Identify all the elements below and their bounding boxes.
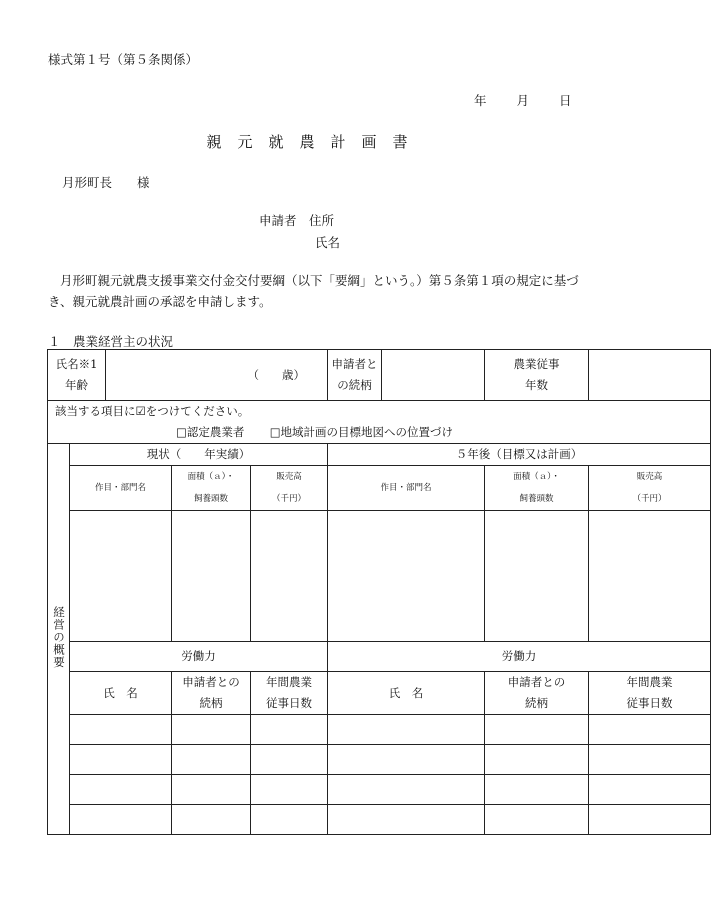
name-label: 氏名※1 bbox=[55, 357, 98, 371]
current-name-input[interactable] bbox=[70, 775, 172, 805]
future-days-input[interactable] bbox=[589, 715, 711, 745]
labor-row bbox=[48, 805, 711, 835]
current-name-input[interactable] bbox=[70, 715, 172, 745]
current-relation-input[interactable] bbox=[172, 745, 251, 775]
current-crop-header: 作目・部門名 bbox=[70, 466, 172, 511]
current-days-input[interactable] bbox=[251, 805, 328, 835]
current-name-header: 氏 名 bbox=[70, 672, 172, 715]
current-name-input[interactable] bbox=[70, 745, 172, 775]
future-sales-label-2: （千円） bbox=[632, 494, 667, 504]
future-relation-label-1: 申請者との bbox=[507, 675, 566, 689]
future-days-input[interactable] bbox=[589, 745, 711, 775]
current-labor-heading: 労働力 bbox=[70, 642, 328, 672]
age-label: 年齢 bbox=[65, 378, 88, 392]
age-suffix: （ 歳） bbox=[247, 367, 306, 382]
future-name-input[interactable] bbox=[328, 805, 485, 835]
future-relation-input[interactable] bbox=[485, 805, 589, 835]
current-days-input[interactable] bbox=[251, 715, 328, 745]
labor-heading-row bbox=[48, 642, 711, 672]
labor-row bbox=[48, 775, 711, 805]
period-heading-row bbox=[48, 444, 711, 466]
checkbox-certified-farmer[interactable]: □認定農業者 bbox=[176, 425, 245, 439]
applicant-name-label: 氏名 bbox=[315, 235, 341, 250]
years-label-1: 農業従事 bbox=[513, 357, 560, 371]
future-days-header bbox=[589, 672, 711, 715]
future-relation-input[interactable] bbox=[485, 715, 589, 745]
future-area-label-1: 面積（ａ）・ bbox=[513, 472, 560, 482]
future-days-label-1: 年間農業 bbox=[626, 675, 673, 689]
years-header bbox=[485, 350, 589, 401]
date-year-label: 年 bbox=[474, 93, 487, 108]
future-sales-header bbox=[589, 466, 711, 511]
current-relation-label-1: 申請者との bbox=[182, 675, 240, 689]
application-statement: 月形町親元就農支援事業交付金交付要綱（以下「要綱」という。）第５条第１項の規定に基づき、親元就農計画の承認を申請します。 bbox=[48, 273, 579, 309]
current-area-input[interactable] bbox=[172, 511, 251, 642]
applicant-address-label: 申請者 住所 bbox=[259, 213, 335, 228]
future-name-input[interactable] bbox=[328, 775, 485, 805]
future-area-input[interactable] bbox=[485, 511, 589, 642]
current-days-label-1: 年間農業 bbox=[266, 675, 313, 689]
document-title: 親元就農計画書 bbox=[206, 133, 424, 151]
future-days-label-2: 従事日数 bbox=[626, 696, 673, 710]
future-relation-input[interactable] bbox=[485, 745, 589, 775]
current-crop-input[interactable] bbox=[70, 511, 172, 642]
checkbox-regional-plan[interactable]: □地域計画の目標地図への位置づけ bbox=[269, 425, 454, 439]
future-name-input[interactable] bbox=[328, 715, 485, 745]
current-sales-label-1: 販売高 bbox=[276, 472, 302, 482]
relation-label-1: 申請者と bbox=[331, 357, 378, 371]
labor-row bbox=[48, 745, 711, 775]
relation-label-2: の続柄 bbox=[337, 378, 372, 392]
checkbox-cell bbox=[48, 401, 711, 444]
current-days-input[interactable] bbox=[251, 745, 328, 775]
future-crop-input[interactable] bbox=[328, 511, 485, 642]
years-label-2: 年数 bbox=[525, 378, 549, 392]
relation-header bbox=[328, 350, 382, 401]
name-age-input[interactable] bbox=[106, 350, 328, 401]
current-area-header bbox=[172, 466, 251, 511]
future-crop-header: 作目・部門名 bbox=[328, 466, 485, 511]
current-area-label-2: 飼養頭数 bbox=[194, 494, 229, 504]
name-age-header bbox=[48, 350, 106, 401]
current-sales-header bbox=[251, 466, 328, 511]
checkbox-instruction: 該当する項目に☑をつけてください。 bbox=[55, 404, 250, 418]
form-number: 様式第１号（第５条関係） bbox=[48, 52, 199, 67]
future-labor-heading: 労働力 bbox=[328, 642, 711, 672]
years-input[interactable] bbox=[589, 350, 711, 401]
future-days-input[interactable] bbox=[589, 805, 711, 835]
owner-info-row bbox=[48, 350, 711, 401]
future-sales-label-1: 販売高 bbox=[636, 472, 663, 482]
current-days-input[interactable] bbox=[251, 775, 328, 805]
future-heading: ５年後（目標又は計画） bbox=[328, 444, 711, 466]
future-name-header: 氏 名 bbox=[328, 672, 485, 715]
crop-entry-row bbox=[48, 511, 711, 642]
section-heading: １ 農業経営主の状況 bbox=[48, 334, 174, 349]
current-heading: 現状（ 年実績） bbox=[70, 444, 328, 466]
addressee: 月形町長 様 bbox=[62, 175, 150, 190]
current-sales-label-2: （千円） bbox=[272, 494, 307, 504]
current-sales-input[interactable] bbox=[251, 511, 328, 642]
current-relation-input[interactable] bbox=[172, 775, 251, 805]
farm-status-table bbox=[47, 349, 711, 835]
date-line bbox=[474, 91, 572, 109]
future-sales-input[interactable] bbox=[589, 511, 711, 642]
current-area-label-1: 面積（ａ）・ bbox=[187, 472, 235, 482]
future-days-input[interactable] bbox=[589, 775, 711, 805]
current-relation-input[interactable] bbox=[172, 715, 251, 745]
future-relation-label-2: 続柄 bbox=[525, 696, 549, 710]
future-area-header bbox=[485, 466, 589, 511]
future-name-input[interactable] bbox=[328, 745, 485, 775]
crop-column-header-row bbox=[48, 466, 711, 511]
future-relation-input[interactable] bbox=[485, 775, 589, 805]
management-overview-label: 経営の概要 bbox=[48, 444, 70, 835]
date-day-label: 日 bbox=[559, 93, 572, 108]
current-days-label-2: 従事日数 bbox=[266, 696, 313, 710]
future-area-label-2: 飼養頭数 bbox=[519, 494, 554, 504]
checkbox-row bbox=[48, 401, 711, 444]
date-month-label: 月 bbox=[516, 93, 530, 108]
current-days-header bbox=[251, 672, 328, 715]
labor-column-header-row bbox=[48, 672, 711, 715]
relation-input[interactable] bbox=[382, 350, 485, 401]
current-relation-input[interactable] bbox=[172, 805, 251, 835]
future-relation-header bbox=[485, 672, 589, 715]
current-relation-label-2: 続柄 bbox=[199, 696, 223, 710]
current-relation-header bbox=[172, 672, 251, 715]
current-name-input[interactable] bbox=[70, 805, 172, 835]
labor-row bbox=[48, 715, 711, 745]
